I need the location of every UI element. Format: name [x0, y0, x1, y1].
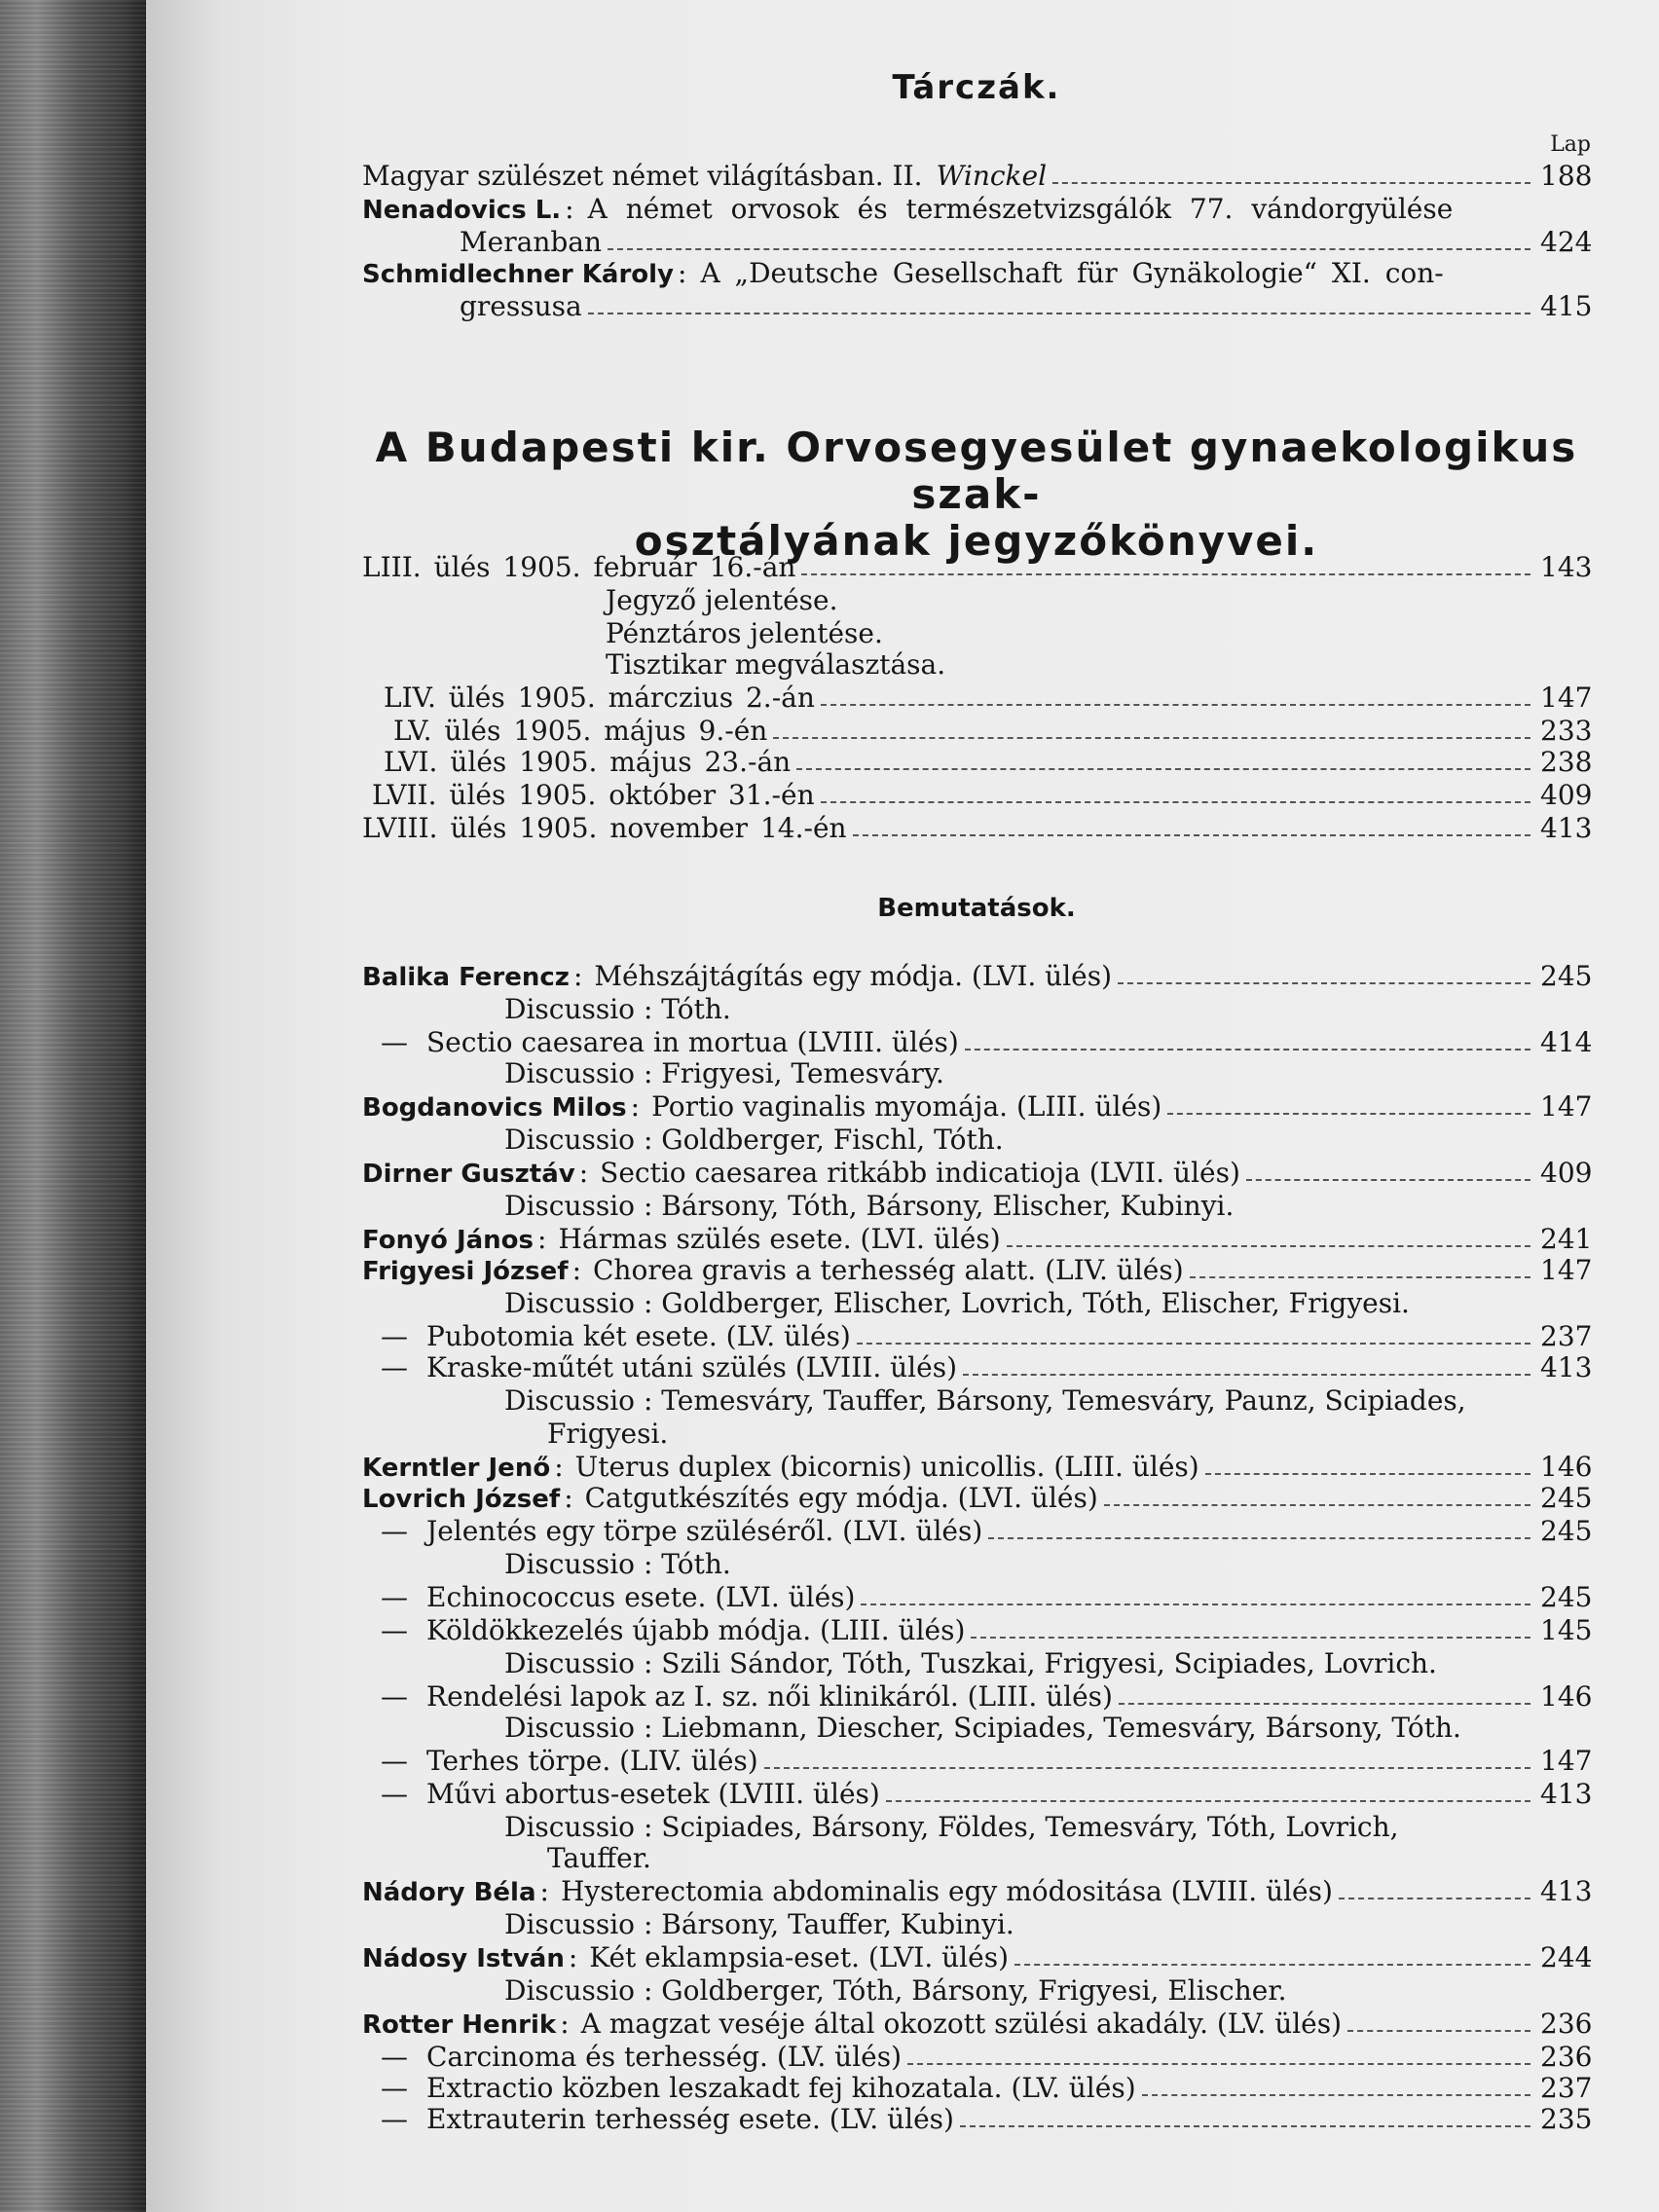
presentation-subentry — [362, 1745, 1591, 1778]
presentation-entry: Nádosy István : Két eklampsia-eset. (LVI. ülés) 244 — [362, 1941, 1593, 1973]
entry-title: Magyar szülészet német világításban. II. — [362, 160, 923, 192]
leader-dots — [1246, 1178, 1530, 1181]
leader-dots — [773, 736, 1530, 739]
leader-dots — [821, 800, 1530, 803]
leader-dots — [1190, 1275, 1530, 1278]
author-name: Nádory Béla — [362, 1878, 536, 1907]
entry-author: Winckel — [936, 160, 1048, 192]
discussion-line — [362, 1287, 1591, 1320]
leader-dots — [853, 833, 1530, 836]
leader-dots — [861, 1603, 1530, 1605]
page-number: 237 — [1540, 1320, 1593, 1352]
presentation-subentry — [362, 1581, 1591, 1614]
discussion-text: Tauffer. — [547, 1842, 651, 1874]
bemutatasok-heading: Bemutatások. — [877, 894, 1076, 923]
page-number: 236 — [1540, 2041, 1593, 2073]
leader-dots — [821, 703, 1530, 706]
presentation-subentry — [362, 1614, 1591, 1647]
page-number: 235 — [1540, 2103, 1593, 2135]
page-column-label: Lap — [1550, 132, 1591, 157]
discussion-text: Discussio : Frigyesi, Temesváry. — [504, 1057, 944, 1089]
page-number: 143 — [1540, 551, 1593, 583]
session-entry — [362, 812, 1591, 845]
discussion-text: Discussio : Bársony, Tauffer, Kubinyi. — [504, 1908, 1014, 1940]
presentation-title: Pubotomia két esete. (LV. ülés) — [426, 1320, 851, 1352]
session-label: LV. ülés 1905. május 9.-én — [393, 715, 768, 747]
tarczak-entry: Schmidlechner Károly : A „Deutsche Gesellschaft für Gynäkologie“ XI. con- — [362, 257, 1444, 289]
society-heading-line2: osztályának jegyzőkönyvei. — [634, 517, 1319, 565]
presentation-title: Művi abortus-esetek (LVIII. ülés) — [426, 1778, 880, 1810]
presentation-entry: Balika Ferencz : Méhszájtágítás egy módja. (LVI. ülés) 245 — [362, 960, 1593, 992]
leader-dots — [1347, 2029, 1530, 2032]
tarczak-entry-continuation — [362, 226, 1591, 259]
author-name: Nádosy István — [362, 1944, 565, 1973]
discussion-line — [362, 1647, 1591, 1680]
presentation-title: Sectio caesarea ritkább indicatioja (LVII. ülés) — [600, 1157, 1240, 1189]
presentation-title: Méhszájtágítás egy módja. (LVI. ülés) — [594, 960, 1113, 992]
author-name: Nenadovics L. — [362, 196, 562, 225]
page-number: 145 — [1540, 1614, 1593, 1646]
page-number: 409 — [1540, 779, 1593, 811]
leader-dots — [796, 767, 1530, 770]
presentation-title: Hármas szülés esete. (LVI. ülés) — [558, 1223, 1001, 1255]
presentation-title: Hysterectomia abdominalis egy módositása (LVIII. ülés) — [560, 1875, 1333, 1907]
presentation-title: Köldökkezelés újabb módja. (LIII. ülés) — [426, 1614, 966, 1646]
presentation-subentry — [362, 1351, 1591, 1384]
ditto-dash: — — [381, 1515, 408, 1547]
leader-dots — [1205, 1472, 1530, 1475]
author-name: Dirner Gusztáv — [362, 1160, 575, 1189]
presentation-title: Carcinoma és terhesség. (LV. ülés) — [426, 2041, 903, 2073]
author-name: Rotter Henrik — [362, 2010, 557, 2040]
discussion-continuation — [362, 1418, 1591, 1451]
discussion-line — [362, 1974, 1591, 2008]
author-name: Balika Ferencz — [362, 963, 570, 992]
page-number: 245 — [1540, 1482, 1593, 1514]
discussion-text: Discussio : Tóth. — [504, 993, 731, 1025]
page-number: 146 — [1540, 1680, 1593, 1713]
discussion-line — [362, 1908, 1591, 1941]
author-name: Frigyesi József — [362, 1257, 569, 1286]
leader-dots — [764, 1766, 1530, 1769]
author-name: Lovrich József — [362, 1485, 561, 1514]
leader-dots — [960, 2124, 1530, 2127]
presentation-entry: Lovrich József : Catgutkészítés egy módja. (LVI. ülés) 245 — [362, 1482, 1593, 1514]
leader-dots — [886, 1799, 1530, 1802]
leader-dots — [1167, 1112, 1530, 1115]
presentation-title: Portio vaginalis myomája. (LIII. ülés) — [651, 1090, 1162, 1123]
author-name: Kerntler Jenő — [362, 1454, 551, 1483]
society-heading-line1: A Budapesti kir. Orvosegyesület gynaekologikus szak- — [375, 424, 1578, 518]
presentation-title: Két eklampsia-eset. (LVI. ülés) — [589, 1941, 1009, 1973]
page-number: 413 — [1540, 1875, 1593, 1907]
book-page — [146, 0, 1659, 2212]
discussion-line — [362, 1057, 1591, 1090]
discussion-line — [362, 1712, 1591, 1745]
page-number: 147 — [1540, 1745, 1593, 1777]
presentation-subentry — [362, 1515, 1591, 1548]
session-label: LIV. ülés 1905. márczius 2.-án — [384, 682, 815, 714]
ditto-dash: — — [381, 2041, 408, 2073]
leader-dots — [988, 1536, 1530, 1539]
discussion-line — [362, 1190, 1591, 1223]
discussion-text: Discussio : Goldberger, Fischl, Tóth. — [504, 1124, 1004, 1156]
session-label: LIII. ülés 1905. február 16.-án — [362, 551, 796, 583]
presentation-title: Echinococcus esete. (LVI. ülés) — [426, 1581, 856, 1613]
session-sub-item: Tisztikar megválasztása. — [606, 648, 946, 681]
discussion-text: Discussio : Scipiades, Bársony, Földes, Temesváry, Tóth, Lovrich, — [504, 1811, 1399, 1843]
presentation-title: Chorea gravis a terhesség alatt. (LIV. ülés) — [593, 1254, 1184, 1286]
ditto-dash: — — [381, 2103, 408, 2135]
book-spine — [0, 0, 146, 2212]
discussion-text: Discussio : Liebmann, Diescher, Scipiades, Temesváry, Bársony, Tóth. — [504, 1712, 1461, 1744]
page-number: 147 — [1540, 1090, 1593, 1123]
page-number: 241 — [1540, 1223, 1593, 1255]
session-label: LVIII. ülés 1905. november 14.-én — [362, 812, 847, 844]
page-number: 424 — [1540, 226, 1593, 258]
tarczak-entry-continuation — [362, 290, 1591, 323]
author-name: Bogdanovics Milos — [362, 1093, 627, 1123]
page-number: 188 — [1540, 160, 1593, 192]
ditto-dash: — — [381, 1581, 408, 1613]
tarczak-heading: Tárczák. — [892, 68, 1061, 107]
leader-dots — [1104, 1503, 1530, 1506]
tarczak-entry: Nenadovics L. : A német orvosok és természetvizsgálók 77. vándorgyülése — [362, 193, 1454, 225]
entry-continuation: gressusa — [460, 290, 582, 322]
tarczak-entry — [362, 160, 1591, 193]
presentation-subentry — [362, 1778, 1591, 1811]
presentation-subentry — [362, 2041, 1591, 2074]
presentation-subentry — [362, 1026, 1591, 1059]
presentation-entry: Fonyó János : Hármas szülés esete. (LVI. ülés) 241 — [362, 1223, 1593, 1255]
presentation-title: Uterus duplex (bicornis) unicollis. (LIII. ülés) — [574, 1451, 1199, 1483]
discussion-continuation — [362, 1842, 1591, 1875]
presentation-subentry — [362, 2072, 1591, 2105]
leader-dots — [857, 1342, 1530, 1345]
session-entry — [362, 746, 1591, 779]
page-number: 414 — [1540, 1026, 1593, 1058]
presentation-entry: Bogdanovics Milos : Portio vaginalis myomája. (LIII. ülés) 147 — [362, 1090, 1593, 1123]
leader-dots — [1142, 2093, 1530, 2096]
discussion-text: Discussio : Goldberger, Elischer, Lovrich, Tóth, Elischer, Frigyesi. — [504, 1287, 1410, 1319]
ditto-dash: — — [381, 1351, 408, 1383]
page-number: 147 — [1540, 682, 1593, 714]
discussion-line — [362, 1124, 1591, 1157]
page-number: 236 — [1540, 2008, 1593, 2040]
leader-dots — [1007, 1244, 1530, 1247]
presentation-title: A magzat veséje által okozott szülési akadály. (LV. ülés) — [580, 2008, 1343, 2040]
page-number: 415 — [1540, 290, 1593, 322]
page-number: 245 — [1540, 1581, 1593, 1613]
presentation-title: Sectio caesarea in mortua (LVIII. ülés) — [426, 1026, 959, 1058]
page-number: 238 — [1540, 746, 1593, 778]
presentation-title: Extractio közben leszakadt fej kihozatala. (LV. ülés) — [426, 2072, 1136, 2104]
leader-dots — [1118, 981, 1530, 984]
presentation-entry: Rotter Henrik : A magzat veséje által okozott szülési akadály. (LV. ülés) 236 — [362, 2008, 1593, 2040]
session-entry — [362, 715, 1591, 748]
ditto-dash: — — [381, 1680, 408, 1713]
ditto-dash: — — [381, 2072, 408, 2104]
presentation-title: Kraske-műtét utáni szülés (LVIII. ülés) — [426, 1351, 957, 1383]
leader-dots — [588, 312, 1530, 314]
page-number: 147 — [1540, 1254, 1593, 1286]
entry-title: A „Deutsche Gesellschaft für Gynäkologie“ XI. con- — [700, 257, 1444, 289]
leader-dots — [1119, 1702, 1530, 1705]
leader-dots — [963, 1373, 1530, 1376]
leader-dots — [801, 572, 1530, 575]
page-number: 409 — [1540, 1157, 1593, 1189]
presentation-title: Extrauterin terhesség esete. (LV. ülés) — [426, 2103, 954, 2135]
presentation-title: Rendelési lapok az I. sz. női klinikáról. (LIII. ülés) — [426, 1680, 1113, 1713]
leader-dots — [1052, 181, 1530, 184]
leader-dots — [965, 1048, 1530, 1051]
page-number: 413 — [1540, 812, 1593, 844]
discussion-line — [362, 1384, 1591, 1418]
leader-dots — [1014, 1963, 1530, 1966]
page-number: 413 — [1540, 1778, 1593, 1810]
page-number: 245 — [1540, 1515, 1593, 1547]
presentation-subentry — [362, 1680, 1591, 1714]
discussion-line — [362, 1811, 1591, 1844]
discussion-line — [362, 1548, 1591, 1581]
session-entry — [362, 779, 1591, 812]
discussion-text: Discussio : Goldberger, Tóth, Bársony, Frigyesi, Elischer. — [504, 1974, 1287, 2007]
page-number: 244 — [1540, 1941, 1593, 1973]
society-heading — [362, 424, 1591, 565]
session-label: LVII. ülés 1905. október 31.-én — [372, 779, 815, 811]
session-entry — [362, 682, 1591, 715]
presentation-title: Jelentés egy törpe szüléséről. (LVI. ülés) — [426, 1515, 983, 1547]
entry-title: A német orvosok és természetvizsgálók 77. vándorgyülése — [587, 193, 1454, 225]
session-entry — [362, 551, 1591, 584]
session-label: LVI. ülés 1905. május 23.-án — [384, 746, 792, 778]
leader-dots — [907, 2062, 1530, 2065]
discussion-text: Discussio : Temesváry, Tauffer, Bársony, Temesváry, Paunz, Scipiades, — [504, 1384, 1466, 1417]
ditto-dash: — — [381, 1026, 408, 1058]
ditto-dash: — — [381, 1320, 408, 1352]
presentation-entry: Frigyesi József : Chorea gravis a terhesség alatt. (LIV. ülés) 147 — [362, 1254, 1593, 1286]
presentation-subentry — [362, 2103, 1591, 2136]
leader-dots — [608, 247, 1530, 250]
author-name: Fonyó János — [362, 1226, 535, 1255]
discussion-text: Discussio : Szili Sándor, Tóth, Tuszkai, Frigyesi, Scipiades, Lovrich. — [504, 1647, 1437, 1679]
page-number: 237 — [1540, 2072, 1593, 2104]
presentation-title: Terhes törpe. (LIV. ülés) — [426, 1745, 758, 1777]
entry-continuation: Meranban — [460, 226, 603, 258]
discussion-text: Discussio : Bársony, Tóth, Bársony, Elischer, Kubinyi. — [504, 1190, 1235, 1222]
page-number: 233 — [1540, 715, 1593, 747]
author-name: Schmidlechner Károly — [362, 260, 674, 289]
page-number: 413 — [1540, 1351, 1593, 1383]
presentation-subentry — [362, 1320, 1591, 1353]
ditto-dash: — — [381, 1614, 408, 1646]
session-sub-item: Pénztáros jelentése. — [606, 617, 883, 649]
presentation-entry: Kerntler Jenő : Uterus duplex (bicornis) unicollis. (LIII. ülés) 146 — [362, 1451, 1593, 1483]
ditto-dash: — — [381, 1745, 408, 1777]
presentation-entry: Nádory Béla : Hysterectomia abdominalis egy módositása (LVIII. ülés) 413 — [362, 1875, 1593, 1907]
presentation-entry: Dirner Gusztáv : Sectio caesarea ritkább indicatioja (LVII. ülés) 409 — [362, 1157, 1593, 1189]
page-number: 245 — [1540, 960, 1593, 992]
discussion-text: Frigyesi. — [547, 1418, 669, 1450]
presentation-title: Catgutkészítés egy módja. (LVI. ülés) — [584, 1482, 1098, 1514]
page-number: 146 — [1540, 1451, 1593, 1483]
leader-dots — [1339, 1897, 1530, 1899]
session-sub-item: Jegyző jelentése. — [606, 584, 838, 616]
discussion-line — [362, 993, 1591, 1026]
discussion-text: Discussio : Tóth. — [504, 1548, 731, 1580]
leader-dots — [971, 1636, 1530, 1639]
ditto-dash: — — [381, 1778, 408, 1810]
